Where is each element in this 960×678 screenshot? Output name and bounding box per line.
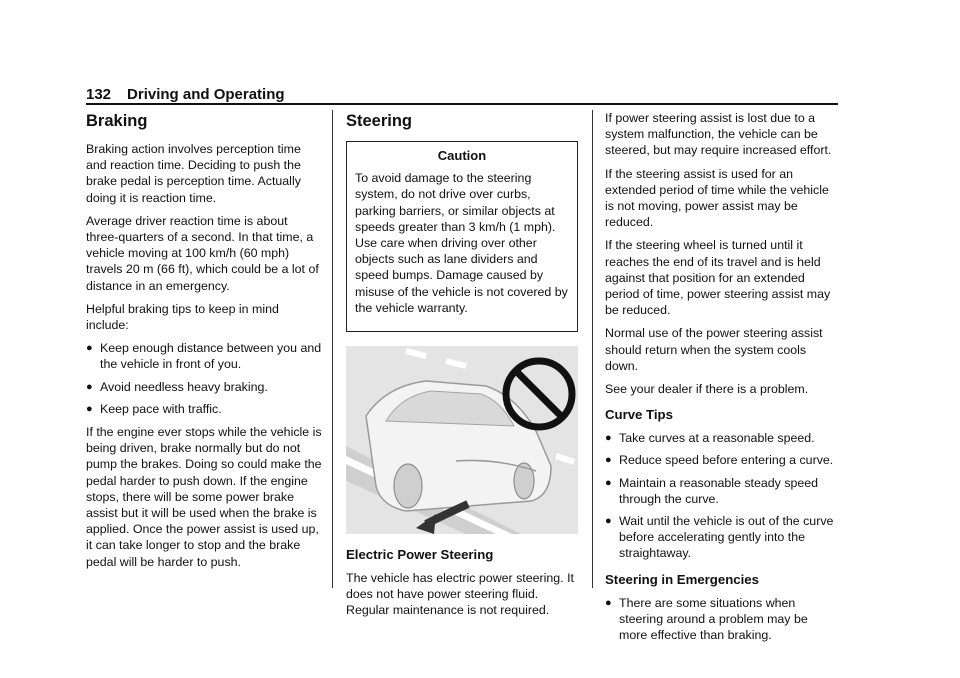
list-item bbox=[605, 430, 838, 446]
bullet-icon: ● bbox=[86, 402, 93, 415]
bullet-icon: ● bbox=[605, 476, 612, 489]
column-divider bbox=[592, 110, 593, 588]
page-header bbox=[86, 86, 285, 103]
page-number: 132 bbox=[86, 86, 112, 103]
list-item-text: Maintain a reasonable steady speed through the curve. bbox=[619, 475, 819, 506]
list-item bbox=[86, 340, 322, 372]
assist-paragraph-5: See your dealer if there is a problem. bbox=[605, 382, 809, 397]
caution-title: Caution bbox=[437, 148, 487, 163]
column-divider bbox=[332, 110, 333, 588]
assist-paragraph-1: If power steering assist is lost due to a system malfunction, the vehicle can be steered, but may require increased effort. bbox=[605, 111, 832, 158]
list-item bbox=[605, 452, 838, 468]
emergencies-heading: Steering in Emergencies bbox=[605, 571, 759, 587]
curb-illustration bbox=[346, 346, 578, 534]
list-item bbox=[86, 379, 322, 395]
bullet-icon: ● bbox=[605, 432, 612, 445]
bullet-icon: ● bbox=[605, 454, 612, 467]
bullet-icon: ● bbox=[86, 342, 93, 355]
list-item bbox=[605, 475, 838, 507]
assist-paragraph-2: If the steering assist is used for an extended period of time while the vehicle is not moving, power assist may be reduced. bbox=[605, 166, 829, 230]
assist-paragraph-3: If the steering wheel is turned until it reaches the end of its travel and is held against that position for an extended period of time, power steering assist may be reduced. bbox=[605, 238, 831, 318]
car-curb-prohibited-icon bbox=[346, 346, 578, 534]
braking-heading: Braking bbox=[86, 112, 148, 130]
caution-box bbox=[346, 141, 578, 332]
assist-paragraph-4: Normal use of the power steering assist should return when the system cools down. bbox=[605, 326, 823, 373]
braking-paragraph-3: Helpful braking tips to keep in mind include: bbox=[86, 301, 279, 333]
list-item-text: Wait until the vehicle is out of the curve before accelerating gently into the straightaway. bbox=[619, 514, 834, 561]
list-item bbox=[605, 595, 838, 644]
section-title: Driving and Operating bbox=[127, 86, 285, 103]
list-item-text: Keep pace with traffic. bbox=[100, 401, 222, 416]
bullet-icon: ● bbox=[86, 380, 93, 393]
curve-tips-heading: Curve Tips bbox=[605, 407, 673, 423]
column-steering bbox=[346, 110, 578, 626]
column-steering-continued bbox=[605, 110, 838, 650]
column-braking bbox=[86, 110, 322, 577]
emergencies-list bbox=[605, 595, 838, 644]
bullet-icon: ● bbox=[605, 515, 612, 528]
list-item-text: Avoid needless heavy braking. bbox=[100, 379, 268, 394]
caution-text: To avoid damage to the steering system, do not drive over curbs, parking barriers, or similar objects at speeds greater than 3 km/h (1 mph). Use care when driving over other objects such as lane dividers and speed bumps. Damage caused by misuse of the vehicle is not covered by the vehicle warranty. bbox=[355, 171, 568, 315]
eps-text: The vehicle has electric power steering. It does not have power steering fluid. Regular maintenance is not required. bbox=[346, 571, 574, 618]
steering-heading: Steering bbox=[346, 112, 413, 130]
list-item-text: Reduce speed before entering a curve. bbox=[619, 453, 834, 468]
braking-tips-list bbox=[86, 340, 322, 417]
bullet-icon: ● bbox=[605, 596, 612, 609]
header-rule bbox=[86, 103, 838, 105]
curve-tips-list bbox=[605, 430, 838, 561]
list-item-text: There are some situations when steering around a problem may be more effective than braking. bbox=[619, 595, 808, 643]
list-item-text: Take curves at a reasonable speed. bbox=[619, 431, 815, 446]
braking-paragraph-1: Braking action involves perception time and reaction time. Deciding to push the brake pedal is perception time. Actually doing it is reaction time. bbox=[86, 142, 301, 205]
eps-heading: Electric Power Steering bbox=[346, 547, 494, 563]
list-item bbox=[86, 401, 322, 417]
braking-paragraph-2: Average driver reaction time is about three-quarters of a second. In that time, a vehicle moving at 100 km/h (60 mph) travels 20 m (66 ft), which could be a lot of distance in an emergency. bbox=[86, 213, 319, 293]
list-item bbox=[605, 513, 838, 562]
braking-paragraph-4: If the engine ever stops while the vehicle is being driven, brake normally but do not pump the brakes. Doing so could make the pedal harder to push down. If the engine stops, there will be some power brake assist but it will be used when the brake is applied. Once the power assist is used up, it can take longer to stop and the brake pedal will be harder to push. bbox=[86, 425, 322, 569]
list-item-text: Keep enough distance between you and the vehicle in front of you. bbox=[100, 341, 322, 372]
